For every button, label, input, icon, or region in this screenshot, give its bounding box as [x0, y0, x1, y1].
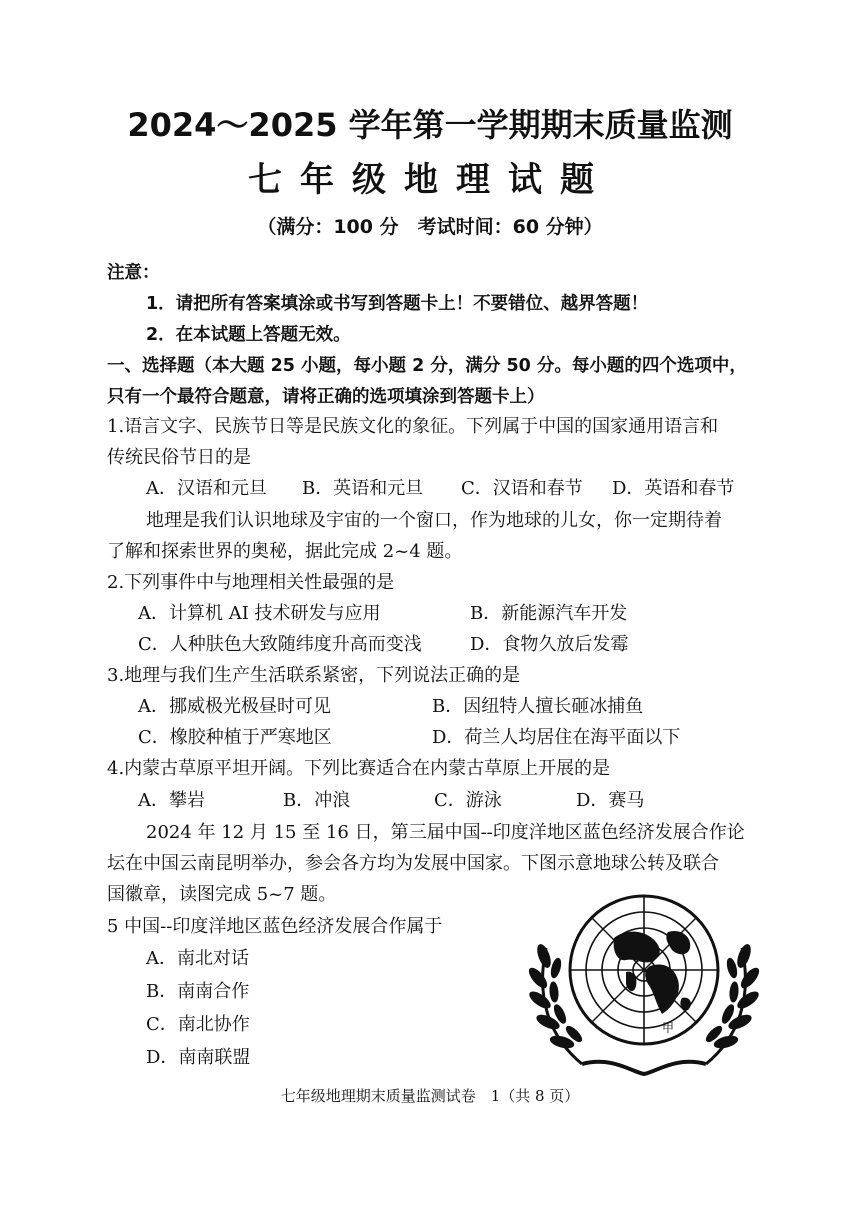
question-1-option-a: A．汉语和元旦 [146, 478, 267, 499]
intro-2-4-line1: 地理是我们认识地球及宇宙的一个窗口，作为地球的儿女，你一定期待着 [146, 510, 722, 531]
label-jia: 甲 [662, 1021, 675, 1035]
exam-subject-title: 七年级地理试题 [248, 160, 612, 200]
notice-item-1: 1．请把所有答案填涂或书写到答题卡上！不要错位、越界答题！ [146, 294, 649, 314]
question-2-option-b: B．新能源汽车开发 [470, 603, 628, 624]
question-5-stem: 5 中国--印度洋地区蓝色经济发展合作属于 [107, 916, 443, 937]
intro-2-4-line2: 了解和探索世界的奥秘，据此完成 2~4 题。 [107, 541, 463, 562]
ribbon-icon [582, 1062, 706, 1074]
question-4-option-a: A．攀岩 [138, 790, 205, 811]
intro-5-7-line3: 国徽章，读图完成 5~7 题。 [107, 884, 337, 905]
section-heading-line2: 只有一个最符合题意，请将正确的选项填涂到答题卡上） [107, 387, 545, 407]
question-4-option-c: C．游泳 [434, 790, 502, 811]
intro-5-7-line2: 坛在中国云南昆明举办，参会各方均为发展中国家。下图示意地球公转及联合 [107, 853, 719, 874]
notice-heading: 注意： [107, 263, 160, 283]
exam-title: 2024～2025 学年第一学期期末质量监测 [127, 106, 733, 144]
section-heading-line1: 一、选择题（本大题 25 小题，每小题 2 分，满分 50 分。每小题的四个选项中， [107, 356, 747, 376]
globe-icon [570, 896, 718, 1044]
continents-icon [614, 931, 691, 1014]
question-3-option-c: C．橡胶种植于严寒地区 [138, 727, 332, 748]
question-1-stem-line2: 传统民俗节日的是 [107, 447, 251, 468]
olive-branch-left-icon [526, 943, 583, 1064]
question-4-stem: 4.内蒙古草原平坦开阔。下列比赛适合在内蒙古草原上开展的是 [107, 758, 611, 779]
question-1-option-d: D．英语和春节 [612, 478, 735, 499]
question-5-option-b: B．南南合作 [146, 981, 250, 1002]
question-3-option-d: D．荷兰人均居住在海平面以下 [432, 727, 681, 748]
question-4-option-b: B．冲浪 [283, 790, 351, 811]
olive-branch-right-icon [704, 943, 761, 1064]
question-2-option-a: A．计算机 AI 技术研发与应用 [138, 603, 381, 624]
question-3-stem: 3.地理与我们生产生活联系紧密，下列说法正确的是 [107, 665, 521, 686]
question-3-option-b: B．因纽特人擅长砸冰捕鱼 [432, 696, 644, 717]
question-1-stem-line1: 1.语言文字、民族节日等是民族文化的象征。下列属于中国的国家通用语言和 [107, 416, 719, 437]
page-footer: 七年级地理期末质量监测试卷 1（共 8 页） [280, 1087, 580, 1105]
intro-5-7-line1: 2024 年 12 月 15 至 16 日，第三届中国--印度洋地区蓝色经济发展合作论 [146, 822, 745, 843]
question-4-option-d: D．赛马 [576, 790, 645, 811]
exam-info: （满分：100 分 考试时间：60 分钟） [257, 216, 603, 238]
question-5-option-c: C．南北协作 [146, 1014, 250, 1035]
question-2-option-c: C．人种肤色大致随纬度升高而变浅 [138, 634, 422, 655]
question-2-stem: 2.下列事件中与地理相关性最强的是 [107, 572, 395, 593]
question-1-option-c: C．汉语和春节 [461, 478, 583, 499]
question-5-option-a: A．南北对话 [146, 948, 249, 969]
notice-item-2: 2．在本试题上答题无效。 [146, 325, 351, 345]
question-2-option-d: D．食物久放后发霉 [470, 634, 629, 655]
question-1-option-b: B．英语和元旦 [302, 478, 424, 499]
un-emblem-figure [522, 886, 766, 1082]
question-3-option-a: A．挪威极光极昼时可见 [138, 696, 331, 717]
question-5-option-d: D．南南联盟 [146, 1047, 251, 1068]
